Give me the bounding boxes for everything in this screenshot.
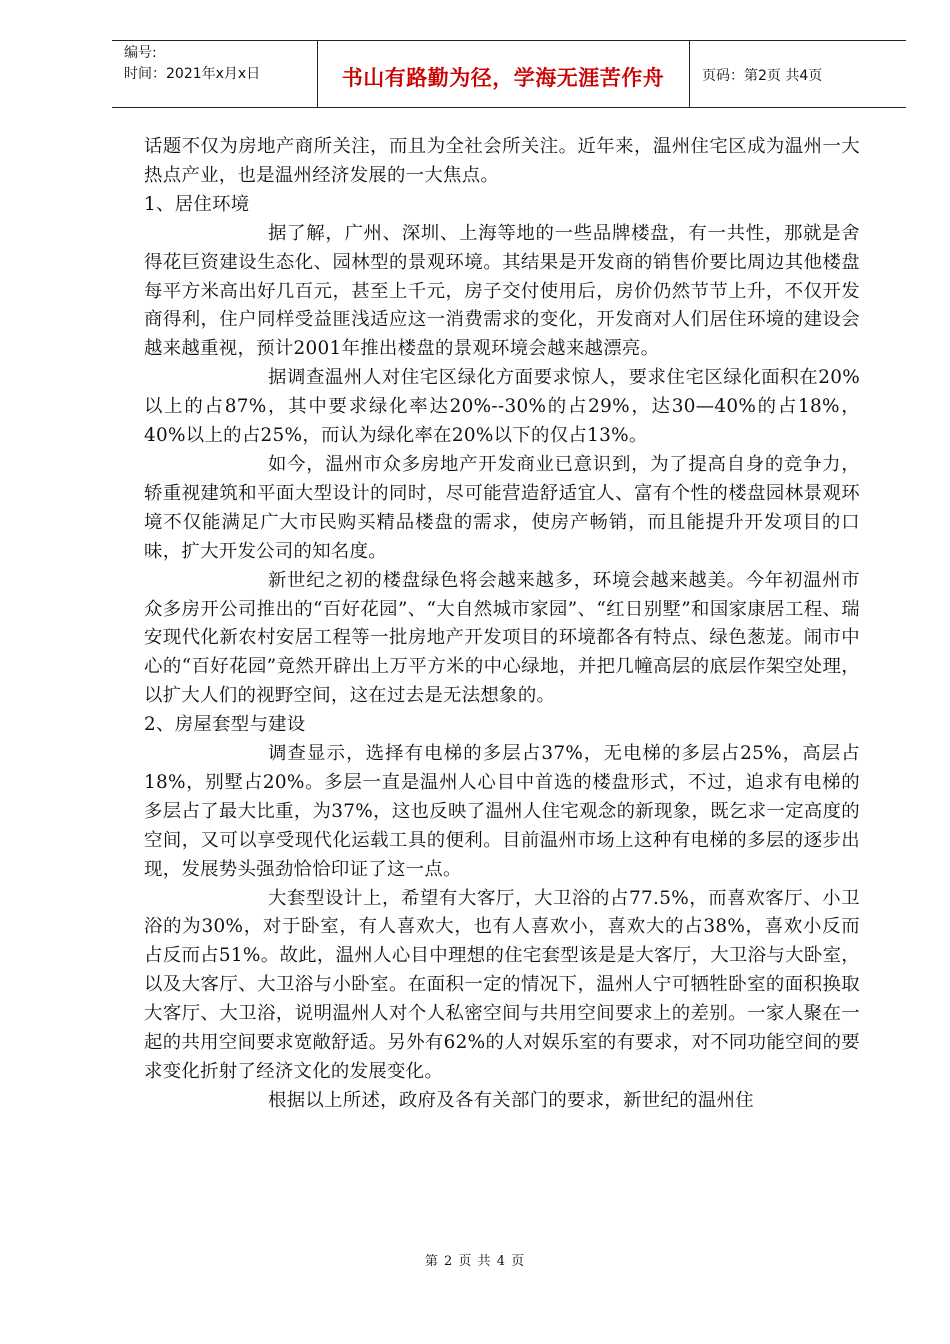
page-header [112,40,906,108]
document-body [144,133,860,1116]
header-motto: 书山有路勤为径，学海无涯苦作舟 [341,66,665,90]
paragraph: 根据以上所述，政府及各有关部门的要求，新世纪的温州住 [268,1089,754,1111]
header-top-rule [112,40,906,41]
paragraph: 大套型设计上，希望有大客厅，大卫浴的占77.5%，而喜欢客厅、小卫浴的为30%，对于卧室，有人喜欢大，也有人喜欢小，喜欢大的占38%，喜欢小反而占反而占51%。故此，温州人心目中理想的住宅套型该是是大客厅，大卫浴与大卧室，以及大客厅、大卫浴与小卧室。在面积一定的情况下，温州人宁可牺牲卧室的面积换取大客厅、大卫浴，说明温州人对个人私密空间与共用空间要求上的差别。一家人聚在一起的共用空间要求宽敞舒适。另外有62%的人对娱乐室的有要求，对不同功能空间的要求变化折射了经济文化的发展变化。 [144,887,860,1082]
header-number: 编号: [124,45,157,61]
paragraph: 新世纪之初的楼盘绿色将会越来越多，环境会越来越美。今年初温州市众多房开公司推出的“百好花园”、“大自然城市家园”、“红日别墅”和国家康居工程、瑞安现代化新农村安居工程等一批房地产开发项目的环境都各有特点、绿色葱茏。闹市中心的“百好花园”竟然开辟出上万平方米的中心绿地，并把几幢高层的底层作架空处理，以扩大人们的视野空间，这在过去是无法想象的。 [144,569,860,707]
paragraph: 调查显示，选择有电梯的多层占37%，无电梯的多层占25%，高层占18%，别墅占20%。多层一直是温州人心目中首选的楼盘形式，不过，追求有电梯的多层占了最大比重，为37%，这也反映了温州人住宅观念的新现象，既乞求一定高度的空间，又可以享受现代化运载工具的便利。目前温州市场上这种有电梯的多层的逐步出现，发展势头强劲恰恰印证了这一点。 [144,743,860,880]
paragraph: 话题不仅为房地产商所关注，而且为全社会所关注。近年来，温州住宅区成为温州一大热点产业，也是温州经济发展的一大焦点。 [144,136,860,186]
section-heading: 2、房屋套型与建设 [144,714,306,736]
header-divider-right [689,40,690,108]
paragraph: 据了解，广州、深圳、上海等地的一些品牌楼盘，有一共性，那就是舍得花巨资建设生态化、园林型的景观环境。其结果是开发商的销售价要比周边其他楼盘每平方米高出好几百元，甚至上千元，房子交付使用后，房价仍然节节上升，不仅开发商得利，住户同样受益匪浅适应这一消费需求的变化，开发商对人们居住环境的建设会越来越重视，预计2001年推出楼盘的景观环境会越来越漂亮。 [144,222,860,360]
page-footer: 第 2 页 共 4 页 [424,1254,526,1269]
section-heading: 1、居住环境 [144,193,250,215]
header-time: 时间：2021年x月x日 [124,66,261,82]
paragraph: 据调查温州人对住宅区绿化方面要求惊人，要求住宅区绿化面积在20%以上的占87%，其中要求绿化率达20%--30%的占29%，达30—40%的占18%，40%以上的占25%，而认为绿化率在20%以下的仅占13%。 [144,367,860,447]
header-meta [124,43,260,85]
header-page-info: 页码：第2页 共4页 [702,68,823,84]
header-bottom-rule [112,107,906,108]
paragraph: 如今，温州市众多房地产开发商业已意识到，为了提高自身的竞争力，轿重视建筑和平面大型设计的同时，尽可能营造舒适宜人、富有个性的楼盘园林景观环境不仅能满足广大市民购买精品楼盘的需求，使房产畅销，而且能提升开发项目的口味，扩大开发公司的知名度。 [144,453,860,562]
